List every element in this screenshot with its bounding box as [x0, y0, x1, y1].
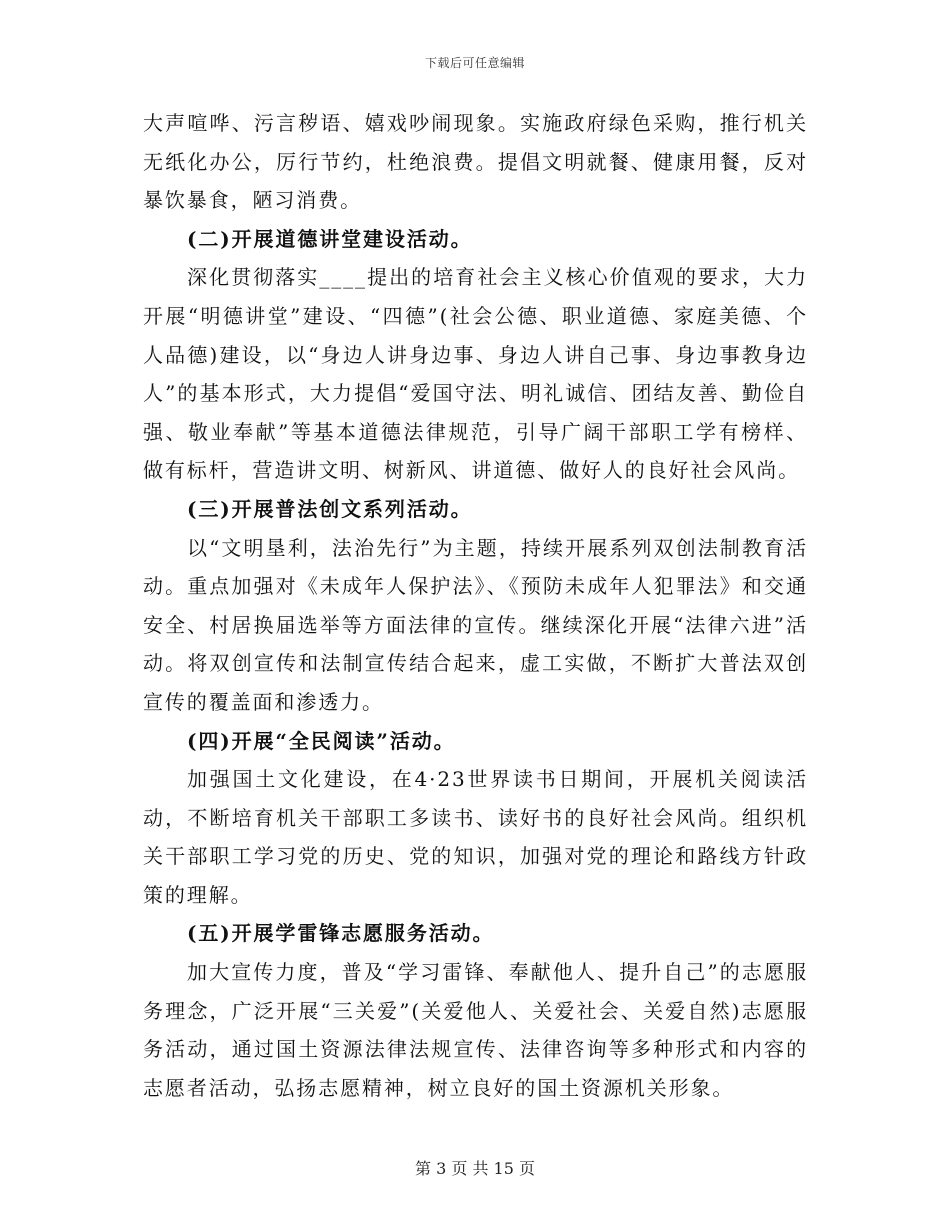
- paragraph-section-2: 深化贯彻落实____提出的培育社会主义核心价值观的要求，大力开展“明德讲堂”建设、“四德”(社会公德、职业道德、家庭美德、个人品德)建设，以“身边人讲身边事、身边人讲自己事、身边事教身边人”的基本形式，大力提倡“爱国守法、明礼诚信、团结友善、勤俭自强、敬业奉献”等基本道德法律规范，引导广阔干部职工学有榜样、做有标杆，营造讲文明、树新风、讲道德、做好人的良好社会风尚。: [143, 265, 808, 483]
- section-heading-5: (五)开展学雷锋志愿服务活动。: [187, 921, 495, 946]
- section-heading-2: (二)开展道德讲堂建设活动。: [187, 226, 473, 251]
- page-number: 第 3 页 共 15 页: [415, 1159, 535, 1178]
- paragraph-continued: 大声喧哗、污言秽语、嬉戏吵闹现象。实施政府绿色采购，推行机关无纸化办公，厉行节约，杜绝浪费。提倡文明就餐、健康用餐，反对暴饮暴食，陋习消费。: [143, 111, 808, 213]
- page-header-note: 下载后可任意编辑: [424, 56, 525, 70]
- document-body: [143, 104, 808, 1107]
- section-heading-4: (四)开展“全民阅读”活动。: [187, 728, 456, 753]
- paragraph-section-5: 加大宣传力度，普及“学习雷锋、奉献他人、提升自己”的志愿服务理念，广泛开展“三关爱”(关爱他人、关爱社会、关爱自然)志愿服务活动，通过国土资源法律法规宣传、法律咨询等多种形式和内容的志愿者活动，弘扬志愿精神，树立良好的国土资源机关形象。: [143, 960, 808, 1100]
- paragraph-section-4: 加强国土文化建设，在4·23世界读书日期间，开展机关阅读活动，不断培育机关干部职工多读书、读好书的良好社会风尚。组织机关干部职工学习党的历史、党的知识，加强对党的理论和路线方针政策的理解。: [143, 767, 808, 907]
- paragraph-section-3: 以“文明垦利，法治先行”为主题，持续开展系列双创法制教育活动。重点加强对《未成年人保护法》、《预防未成年人犯罪法》和交通安全、村居换届选举等方面法律的宣传。继续深化开展“法律六进”活动。将双创宣传和法制宣传结合起来，虚工实做，不断扩大普法双创宣传的覆盖面和渗透力。: [143, 535, 808, 714]
- section-heading-3: (三)开展普法创文系列活动。: [187, 496, 473, 521]
